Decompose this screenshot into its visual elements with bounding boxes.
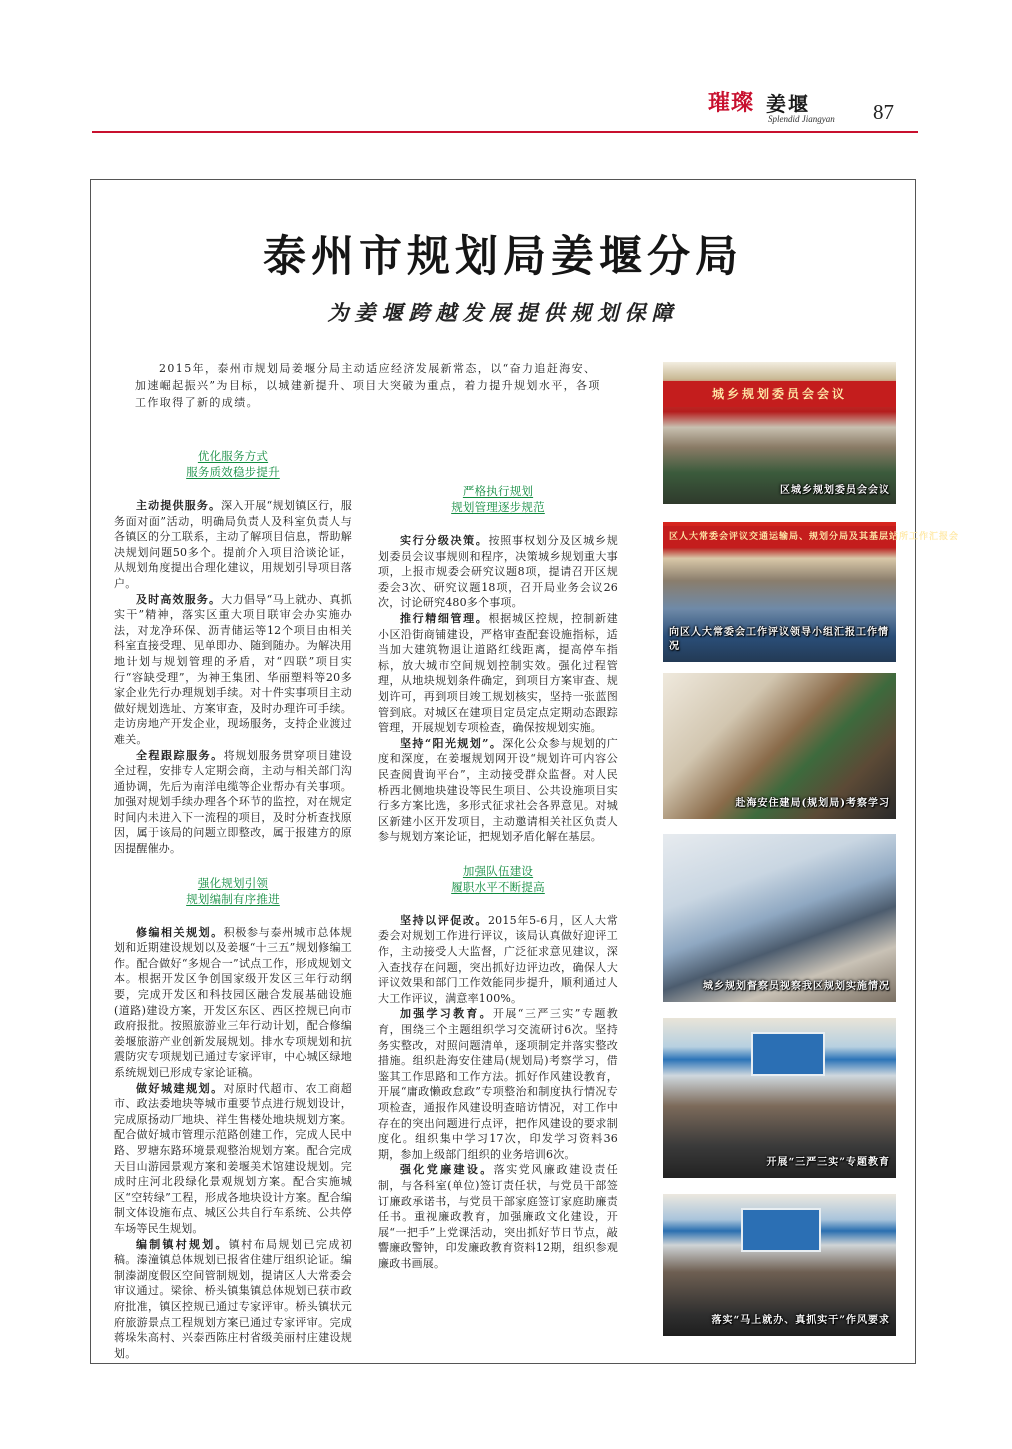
section-heading [114,448,352,480]
paragraph-lead: 主动提供服务。 [136,499,222,512]
paragraph-text: 深化公众参与规划的广度和深度，在姜堰规划网开设“规划许可内容公民查阅貴询平台”，主动接受群众监督。对人民桥西北侧地块建设等民生项目、公共设施项目实行多方案比选，多形式征求社会各界意见。对城区新建小区开发项目，主动邀请相关社区负责人参与规划方案论证，把规划矛盾化解在基层。 [378,736,618,844]
paragraph-text: 大力倡导“马上就办、真抓实干”精神，落实区重大项目联审会办实施办法，对龙净环保、沥青储运等12个项目由相关科室直接受理、见单即办、随到随办。为解决用地计划与规划管理的矛盾，对“四联”项目实行“容缺受理”，为神王集团、华丽塑料等20多家企业先行办理规划手续。对十件实事项目主动做好规划选址、方案审查，及时办理许可手续。走访房地产开发企业，现场服务，支持企业渡过难关。 [114,592,352,746]
section-heading-line1: 严格执行规划 [462,484,534,498]
paragraph-text: 开展“三严三实”专题教育，围绕三个主题组织学习交流研讨6次。坚持务实整改，对照问题清单，逐项制定并落实整改措施。组织赴海安住建局(规划局)考察学习，借鉴其工作思路和工作方法。抓好作风建设教育，开展“庸政懒政怠政”专项整治和制度执行情况专项检查，通报作风建设明查暗访情况，对工作中存在的突出问题进行点评，把作风建设的要求制度化。组织集中学习17次，印发学习资料36期，参加上级部门组织的业务培训6次。 [378,1007,618,1161]
column-left [114,448,352,1361]
paragraph-text: 根据城区控规，控制新建小区沿街商铺建设，严格审查配套设施指标，适当加大建筑物退让道路红线距离，提高停车指标，放大城市空间规划控制实效。强化过程管理，从地块规划条件确定，到项目方案审查、规划许可，再到项目竣工规划核实，坚持一张蓝图管到底。对城区在建项目定员定点定期动态跟踪管理，开展规划专项检查，确保按规划实施。 [378,611,619,735]
paragraph-lead: 编制镇村规划。 [136,1237,229,1251]
photo-caption: 城乡规划督察员视察我区规划实施情况 [703,981,890,992]
section-heading [114,875,352,907]
paragraph [378,913,618,1007]
photo-caption: 落实“马上就办、真抓实干”作风要求 [711,1315,890,1326]
paragraph [378,1006,618,1162]
paragraph-lead: 推行精细管理。 [400,611,489,625]
section-heading-line1: 优化服务方式 [197,449,269,463]
photo-caption: 赴海安住建局(规划局)考察学习 [735,798,890,809]
photo-planning-inspectors-visit [663,834,896,1002]
brand-title-red: 璀璨 [708,90,755,116]
article-title: 泰州市规划局姜堰分局 [263,232,743,282]
section-heading [378,483,618,515]
paragraph [378,533,618,611]
section-heading-line2: 规划编制有序推进 [186,891,280,906]
header-rule [92,131,918,133]
section-heading-line2: 履职水平不断提高 [451,879,545,894]
photo-planning-committee-meeting [663,362,896,504]
projection-screen [741,1208,821,1252]
photo-three-stricts-education [663,1018,896,1178]
photo-caption: 向区人大常委会工作评议领导小组汇报工作情况 [669,627,889,652]
paragraph-lead: 加强学习教育。 [400,1007,493,1021]
paragraph-lead: 坚持“阳光规划”。 [400,736,503,750]
paragraph-text: 对原时代超市、农工商超市、政法委地块等城市重要节点进行规划设计，完成原扬动厂地块、祥生售楼处地块规划方案。配合做好城市管理示范路创建工作，完成人民中路、罗塘东路环境景观整治规划方案。配合完成天目山游园景观方案和姜堰美术馆建设规划。完成时庄河北段绿化景观规划方案。配合实施城区“空转绿”工程，形成各地块设计方案。配合编制文体设施布点、城区公共自行车系统、公共停车场等民生规划。 [114,1081,352,1235]
paragraph [114,925,352,1081]
paragraph [114,1237,352,1362]
meeting-banner: 城乡规划委员会会议 [663,381,896,407]
paragraph-lead: 实行分级决策。 [400,534,489,547]
page-number: 87 [873,100,894,124]
section-heading-line2: 服务质效稳步提升 [186,465,280,479]
paragraph-text: 2015年5-6月，区人大常委会对规划工作进行评议，该局认真做好迎评工作，主动接受人大监督，广泛征求意见建议，深入查找存在问题，突出抓好边评边改，确保人大评议效果和部门工作效能同步提升，顺利通过人大工作评议，满意率100%。 [378,913,619,1005]
paragraph [114,592,352,748]
section-heading-line1: 强化规划引领 [197,875,269,890]
section-heading [378,863,618,895]
meeting-banner: 区人大常委会评议交通运输局、规划分局及其基层站所工作汇报会 [663,526,896,548]
brand-subtitle: Splendid Jiangyan [768,114,835,124]
paragraph-lead: 全程跟踪服务。 [136,748,224,762]
photo-caption: 开展“三严三实”专题教育 [766,1157,890,1168]
paragraph [114,498,352,592]
paragraph [378,736,618,845]
brand-title-black: 姜堰 [766,92,810,116]
photo-study-visit-haian [663,673,896,819]
lead-paragraph: 2015年，泰州市规划局姜堰分局主动适应经济发展新常态，以“奋力追赶海安、加速崛起振兴”为目标，以城建新提升、项目大突破为重点，着力提升规划水平，各项工作取得了新的成绩。 [135,362,601,409]
article-subtitle: 为姜堰跨越发展提供规划保障 [327,301,679,325]
paragraph-lead: 修编相关规划。 [136,925,224,939]
paragraph [114,1081,352,1237]
section-heading-line2: 规划管理逐步规范 [451,500,545,514]
section-heading-line1: 加强队伍建设 [462,863,534,878]
paragraph-text: 积极参与泰州城市总体规划和近期建设规划以及姜堰“十三五”规划修编工作。配合做好“多规合一”试点工作，形成规划文本。根据开发区争创国家级开发区三年行动纲要，完成开发区和科技园区融合发展基础设施(道路)建设方案，开发区东区、西区控规已向市政府报批。按照旅游业三年行动计划，配合修编姜堰旅游产业创新发展规划。排水专项规划和抗震防灾专项规划已通过专家评审，中心城区绿地系统规划已形成专家论证稿。 [114,925,352,1079]
column-middle [378,447,618,1272]
paragraph-text: 落实党风廉政建设责任制，与各科室(单位)签订责任状，与党员干部签订廉政承诺书，与党员干部家庭签订家庭助廉责任书。重视廉政教育，加强廉政文化建设，开展“一把手”上党课活动，突出抓好节日节点，敲響廉政警钟，印发廉政教育资料12期，组织参观廉政书画展。 [378,1163,618,1270]
projection-screen [751,1032,825,1076]
paragraph [378,1162,618,1271]
paragraph-lead: 坚持以评促改。 [400,913,488,927]
photo-report-to-congress-panel [663,522,960,662]
photo-work-style-requirement [663,1194,896,1336]
photo-caption: 区城乡规划委员会会议 [780,485,890,496]
paragraph-text: 将规划服务贯穿项目建设全过程，安排专人定期会商，主动与相关部门沟通协调，先后为南洋电缆等企业帮办有关事项。加强对规划手续办理各个环节的监控，对在规定时间内未进入下一流程的项目，及时分析查找原因，属于该局的问题立即整改，属于报建方的原因提醒催办。 [114,748,352,856]
paragraph [114,748,352,857]
paragraph [378,611,618,736]
paragraph-text: 深入开展“规划镇区行，服务面对面”活动，明确局负责人及科室负责人与各镇区的分工联系，主动了解项目信息，帮助解决规划问题50多个。提前介入项目洽谈论证，从规划角度提出合理化建议，用规划引导项目落户。 [114,499,352,590]
paragraph-text: 镇村布局规划已完成初稿。溱潼镇总体规划已报省住建厅组织论证。编制溱湖度假区空间管制规划，提请区人大常委会审议通过。梁徐、桥头镇集镇总体规划已获市政府批准，镇区控规已通过专家评审。桥头镇状元府旅游景点工程规划方案已通过专家评审。完成蒋垛朱高村、兴泰西陈庄村省级美丽村庄建设规划。 [114,1237,352,1360]
paragraph-lead: 强化党廉建设。 [400,1163,494,1177]
paragraph-text: 按照事权划分及区城乡规划委员会议事规则和程序，决策城乡规划重大事项，上报市规委会研究议题8项，提请召开区规委会3次、研究议题18项，召开局业务会议26次，讨论研究480多个事项。 [378,534,619,610]
paragraph-lead: 及时高效服务。 [136,592,222,606]
paragraph-lead: 做好城建规划。 [136,1081,224,1095]
